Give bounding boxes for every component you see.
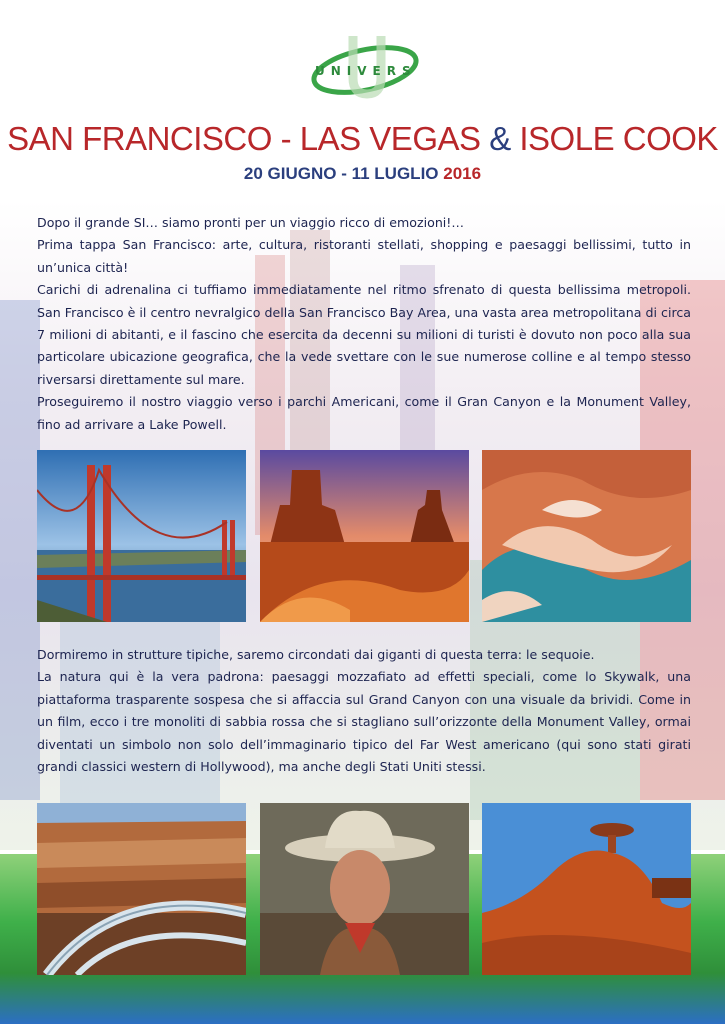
middle-text bbox=[37, 644, 691, 778]
intro-line: Carichi di adrenalina ci tuffiamo immediatamente nel ritmo sfrenato di questa bellissima metropoli. San Francisco è il centro nevralgico della San Francisco Bay Area, una vasta area metropolitana di circa 7 milioni di abitanti, e il fascino che esercita da decenni su milioni di turisti è dovuto non poco alla sua particolare ubicazione geografica, che la vede svettare con le sue numerose colline e al tempo stesso riversarsi direttamente sul mare. bbox=[37, 282, 691, 387]
middle-line: La natura qui è la vera padrona: paesaggi mozzafiato ad effetti speciali, come lo Skywalk, una piattaforma trasparente sospesa che si affaccia sul Grand Canyon con una visuale da brividi. Come in un film, ecco i tre monoliti di sabbia rossa che si stagliano sull’orizzonte della Monument Valley, ormai diventati un simbolo non solo dell’immaginario tipico del Far West americano (qui sono stati girati grandi classici western di Hollywood), ma anche degli Stati Uniti stessi. bbox=[37, 669, 691, 775]
trip-dates: 20 GIUGNO - 11 LUGLIO 2016 bbox=[243, 164, 482, 183]
middle-line: Dormiremo in strutture tipiche, saremo circondati dai giganti di questa terra: le sequoie. bbox=[37, 647, 595, 662]
cowboy-photo bbox=[260, 803, 469, 975]
intro-line: Prima tappa San Francisco: arte, cultura, ristoranti stellati, shopping e paesaggi bellissimi, tutto in un’unica città! bbox=[37, 237, 691, 275]
golden-gate-photo bbox=[37, 450, 246, 622]
grand-canyon-skywalk-photo bbox=[37, 803, 246, 975]
intro-line: Dopo il grande SI… siamo pronti per un viaggio ricco di emozioni!… bbox=[37, 215, 464, 230]
intro-text bbox=[37, 212, 691, 436]
lake-powell-photo bbox=[482, 450, 691, 622]
monument-valley-photo bbox=[260, 450, 469, 622]
mexican-hat-rock-photo bbox=[482, 803, 691, 975]
page-title: SAN FRANCISCO - LAS VEGAS & ISOLE COOK bbox=[7, 120, 718, 157]
intro-line: Proseguiremo il nostro viaggio verso i parchi Americani, come il Gran Canyon e la Monument Valley, fino ad arrivare a Lake Powell. bbox=[37, 394, 691, 432]
logo-text: UNIVERS bbox=[315, 64, 417, 78]
